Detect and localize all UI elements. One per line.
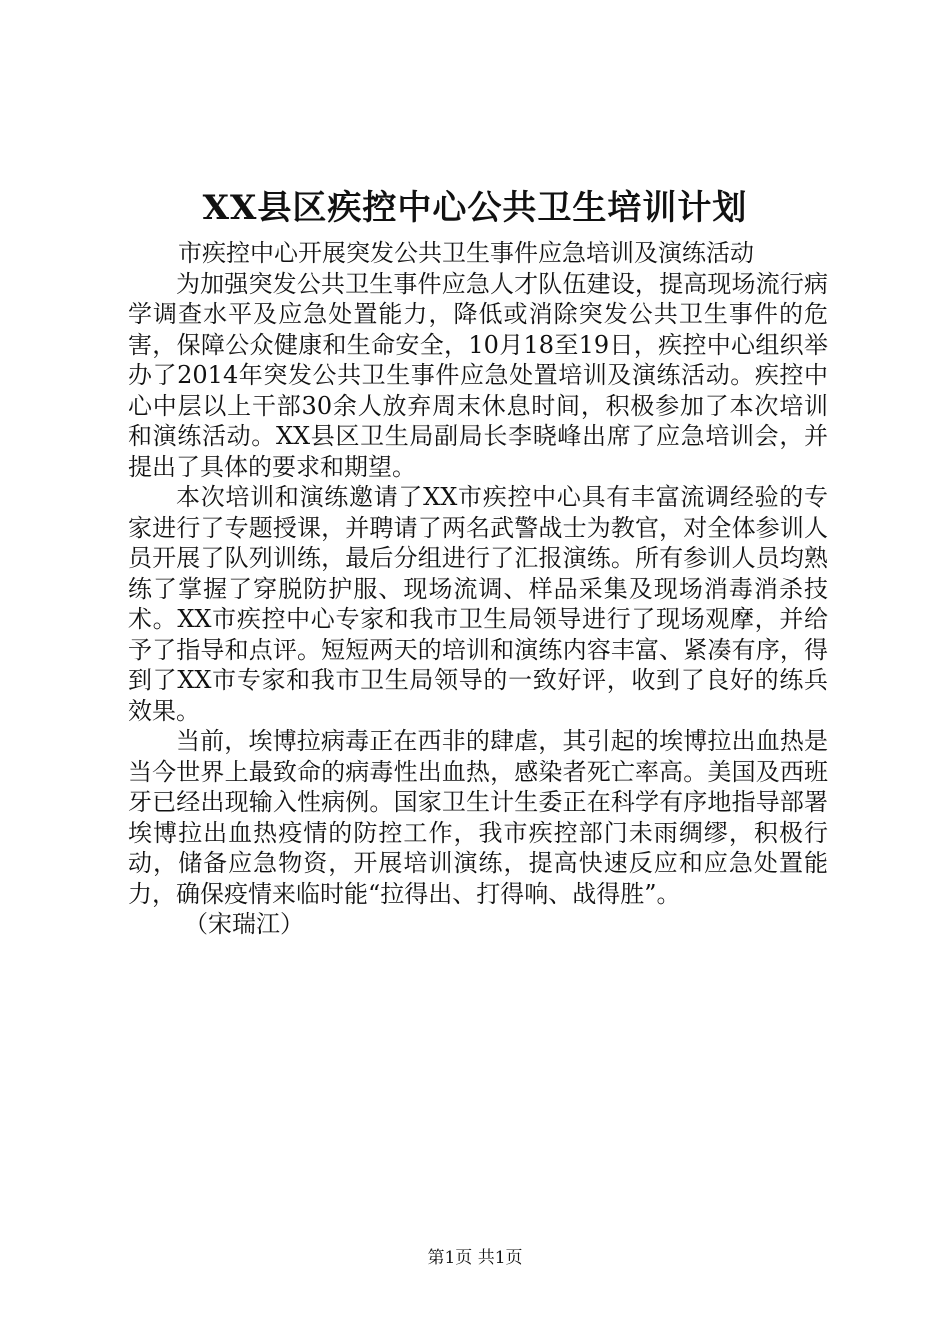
author-signature: （宋瑞江） — [184, 910, 304, 938]
paragraph-3: 当前，埃博拉病毒正在西非的肆虐，其引起的埃博拉出血热是当今世界上最致命的病毒性出血热，感染者死亡率高。美国及西班牙已经出现输入性病例。国家卫生计生委正在科学有序地指导部署埃博拉出血热疫情的防控工作，我市疾控部门未雨绸缪，积极行动，储备应急物资，开展培训演练，提高快速反应和应急处置能力，确保疫情来临时能“拉得出、打得响、战得胜”。 — [128, 727, 828, 908]
paragraph-2: 本次培训和演练邀请了XX市疾控中心具有丰富流调经验的专家进行了专题授课，并聘请了两名武警战士为教官，对全体参训人员开展了队列训练，最后分组进行了汇报演练。所有参训人员均熟练了掌握了穿脱防护服、现场流调、样品采集及现场消毒消杀技术。XX市疾控中心专家和我市卫生局领导进行了现场观摩，并给予了指导和点评。短短两天的培训和演练内容丰富、紧凑有序，得到了XX市专家和我市卫生局领导的一致好评，收到了良好的练兵效果。 — [128, 483, 828, 725]
document-body — [128, 238, 828, 940]
document-subtitle: 市疾控中心开展突发公共卫生事件应急培训及演练活动 — [178, 239, 754, 267]
document-title: XX县区疾控中心公共卫生培训计划 — [202, 188, 748, 228]
page-footer: 第1页 共1页 — [427, 1248, 523, 1268]
paragraph-1: 为加强突发公共卫生事件应急人才队伍建设，提高现场流行病学调查水平及应急处置能力，降低或消除突发公共卫生事件的危害，保障公众健康和生命安全，10月18至19日，疾控中心组织举办了2014年突发公共卫生事件应急处置培训及演练活动。疾控中心中层以上干部30余人放弃周末休息时间，积极参加了本次培训和演练活动。XX县区卫生局副局长李晓峰出席了应急培训会，并提出了具体的要求和期望。 — [128, 269, 828, 481]
